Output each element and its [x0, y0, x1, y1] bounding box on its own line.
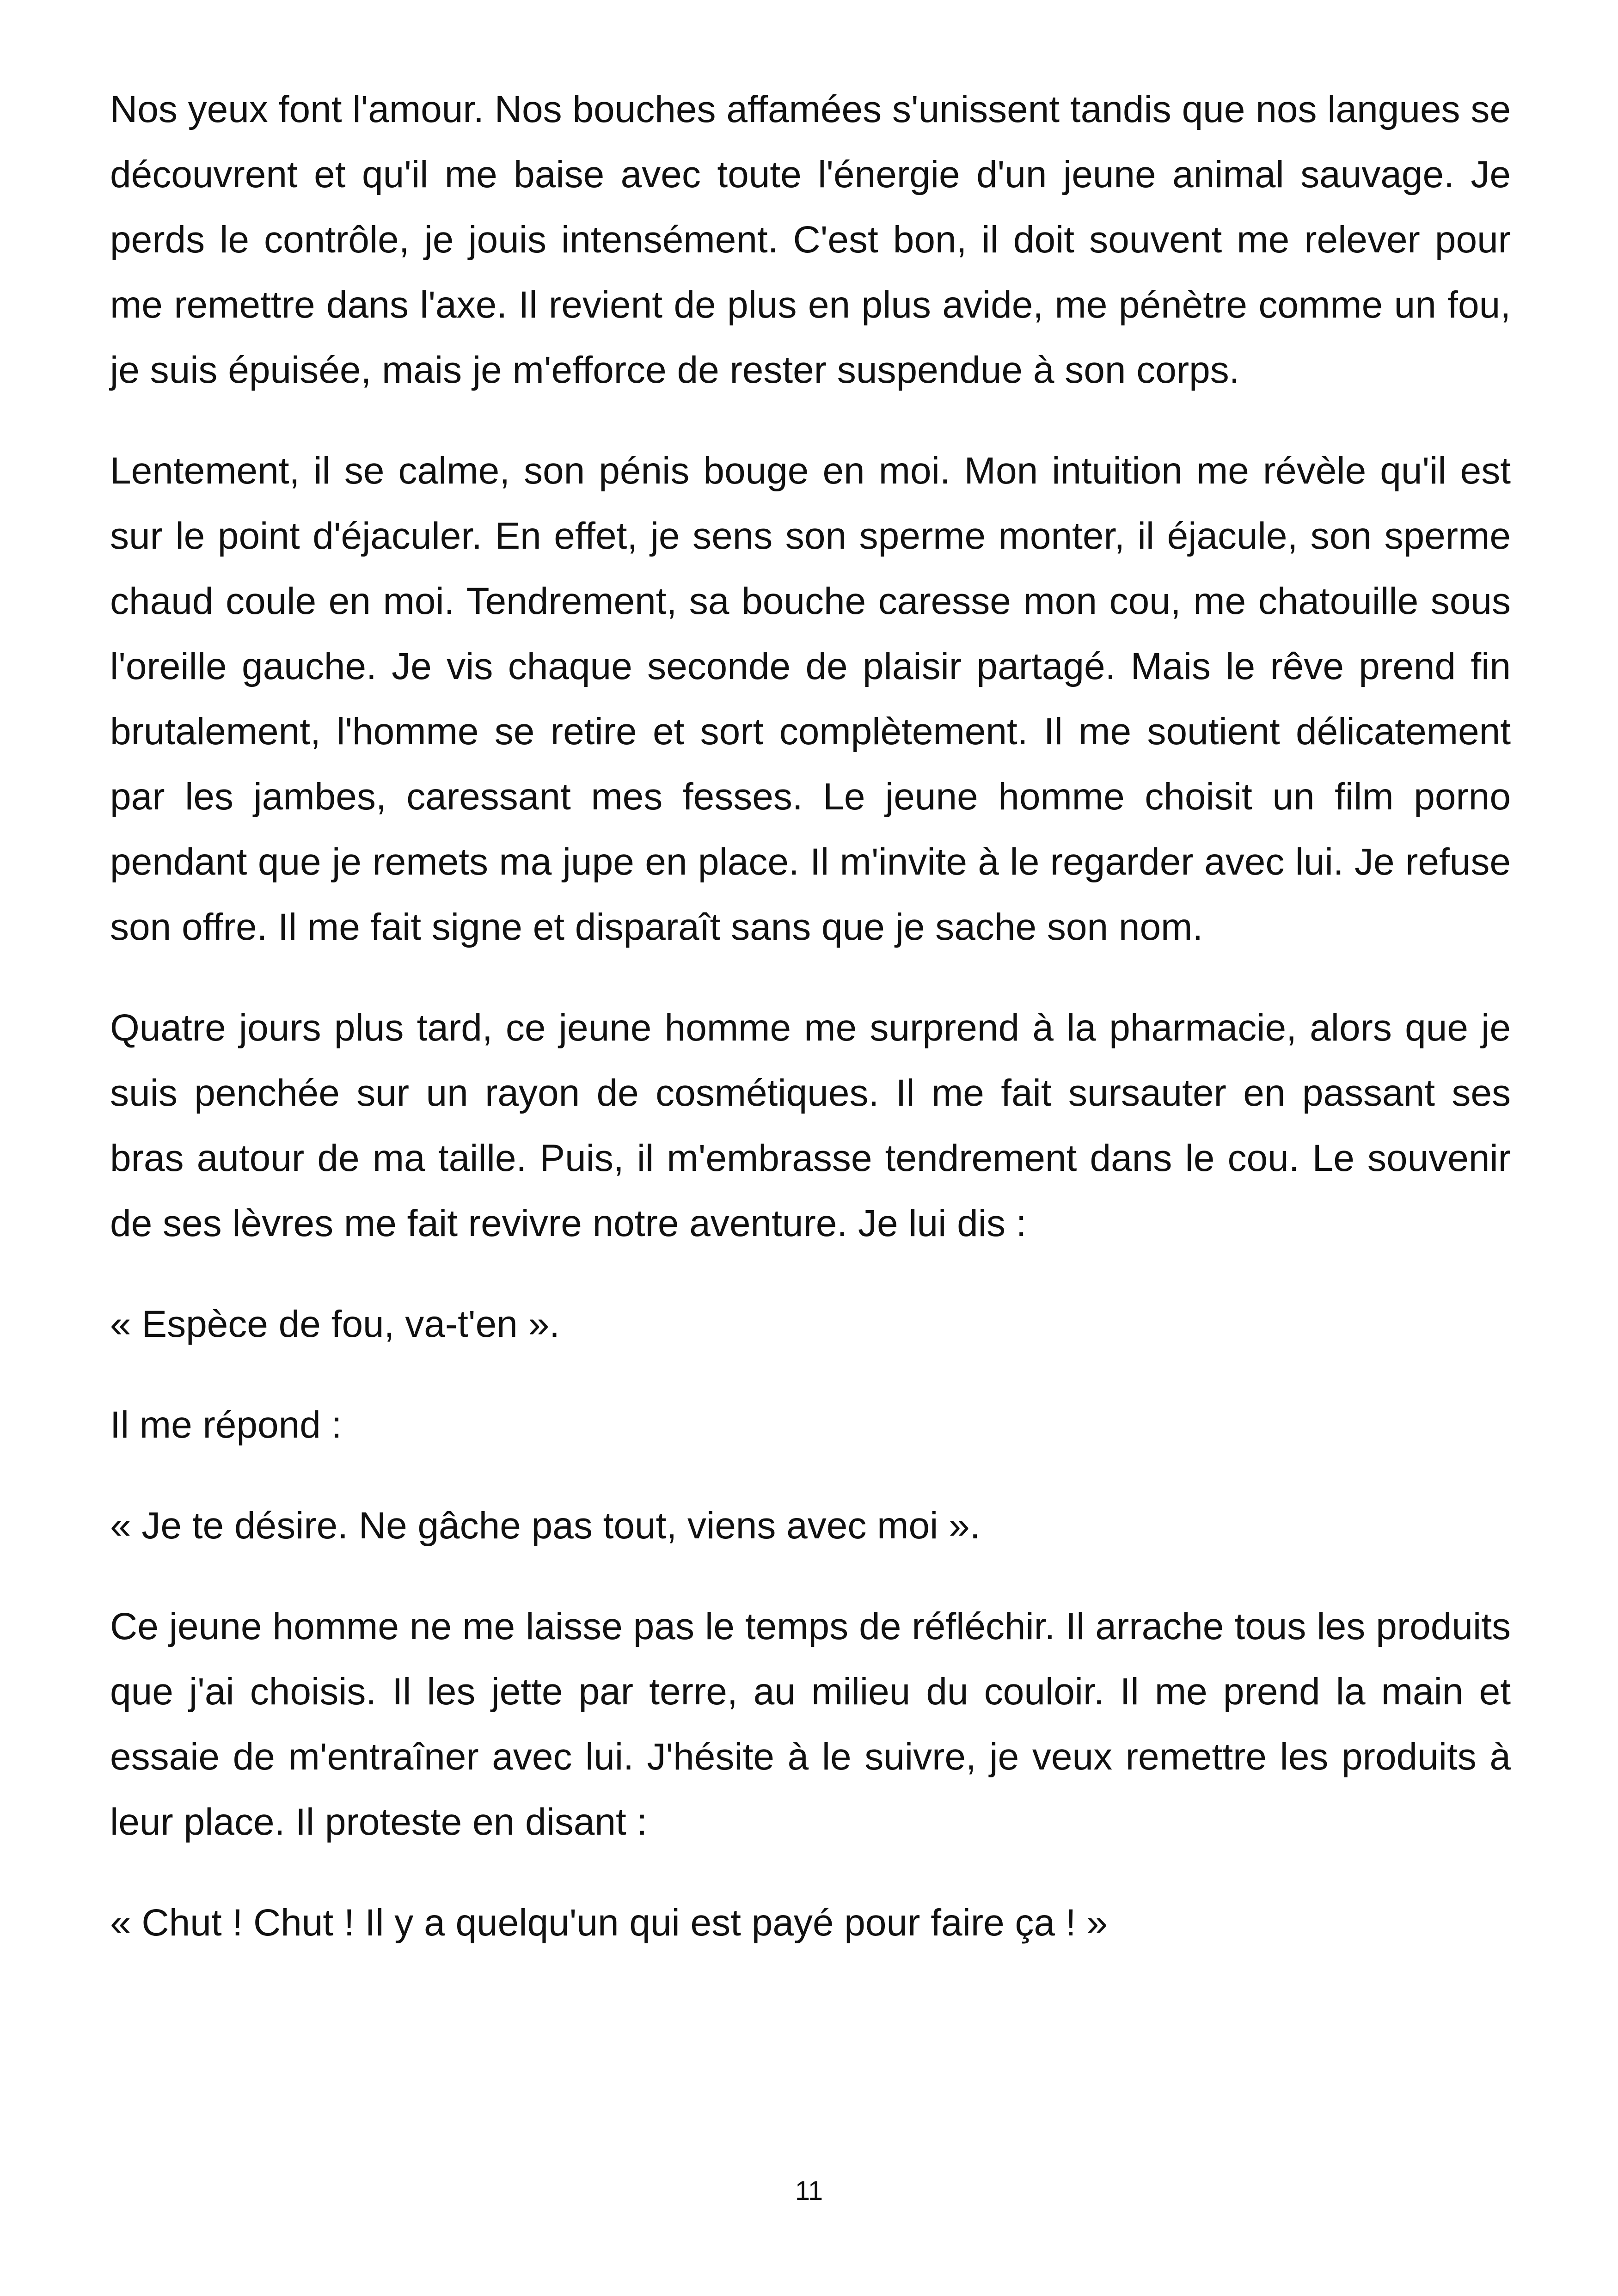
quote-line: « Chut ! Chut ! Il y a quelqu'un qui est payé pour faire ça ! » [110, 1902, 1108, 1944]
paragraph: Nos yeux font l'amour. Nos bouches affamées s'unissent tandis que nos langues se découvrent et qu'il me baise avec toute l'énergie d'un jeune animal sauvage. Je perds le contrôle, je jouis intensément. C'est bon, il doit souvent me relever pour me remettre dans l'axe. Il revient de plus en plus avide, me pénètre comme un fou, je suis épuisée, mais je m'efforce de rester suspendue à son corps. [110, 88, 1511, 391]
paragraph: Lentement, il se calme, son pénis bouge en moi. Mon intuition me révèle qu'il est sur le point d'éjaculer. En effet, je sens son sperme monter, il éjacule, son sperme chaud coule en moi. Tendrement, sa bouche caresse mon cou, me chatouille sous l'oreille gauche. Je vis chaque seconde de plaisir partagé. Mais le rêve prend fin brutalement, l'homme se retire et sort complètement. Il me soutient délicatement par les jambes, caressant mes fesses. Le jeune homme choisit un film porno pendant que je remets ma jupe en place. Il m'invite à le regarder avec lui. Je refuse son offre. Il me fait signe et disparaît sans que je sache son nom. [110, 450, 1511, 948]
paragraph: Ce jeune homme ne me laisse pas le temps de réfléchir. Il arrache tous les produits que j'ai choisis. Il les jette par terre, au milieu du couloir. Il me prend la main et essaie de m'entraîner avec lui. J'hésite à le suivre, je veux remettre les produits à leur place. Il proteste en disant : [110, 1605, 1511, 1843]
page-number: 11 [795, 2176, 823, 2206]
paragraph: Quatre jours plus tard, ce jeune homme me surprend à la pharmacie, alors que je suis penchée sur un rayon de cosmétiques. Il me fait sursauter en passant ses bras autour de ma taille. Puis, il m'embrasse tendrement dans le cou. Le souvenir de ses lèvres me fait revivre notre aventure. Je lui dis : [110, 1007, 1511, 1244]
quote-line: « Espèce de fou, va-t'en ». [110, 1303, 560, 1345]
dialogue-line: Il me répond : [110, 1404, 342, 1446]
quote-line: « Je te désire. Ne gâche pas tout, viens avec moi ». [110, 1505, 981, 1547]
text-body [110, 77, 1511, 1955]
